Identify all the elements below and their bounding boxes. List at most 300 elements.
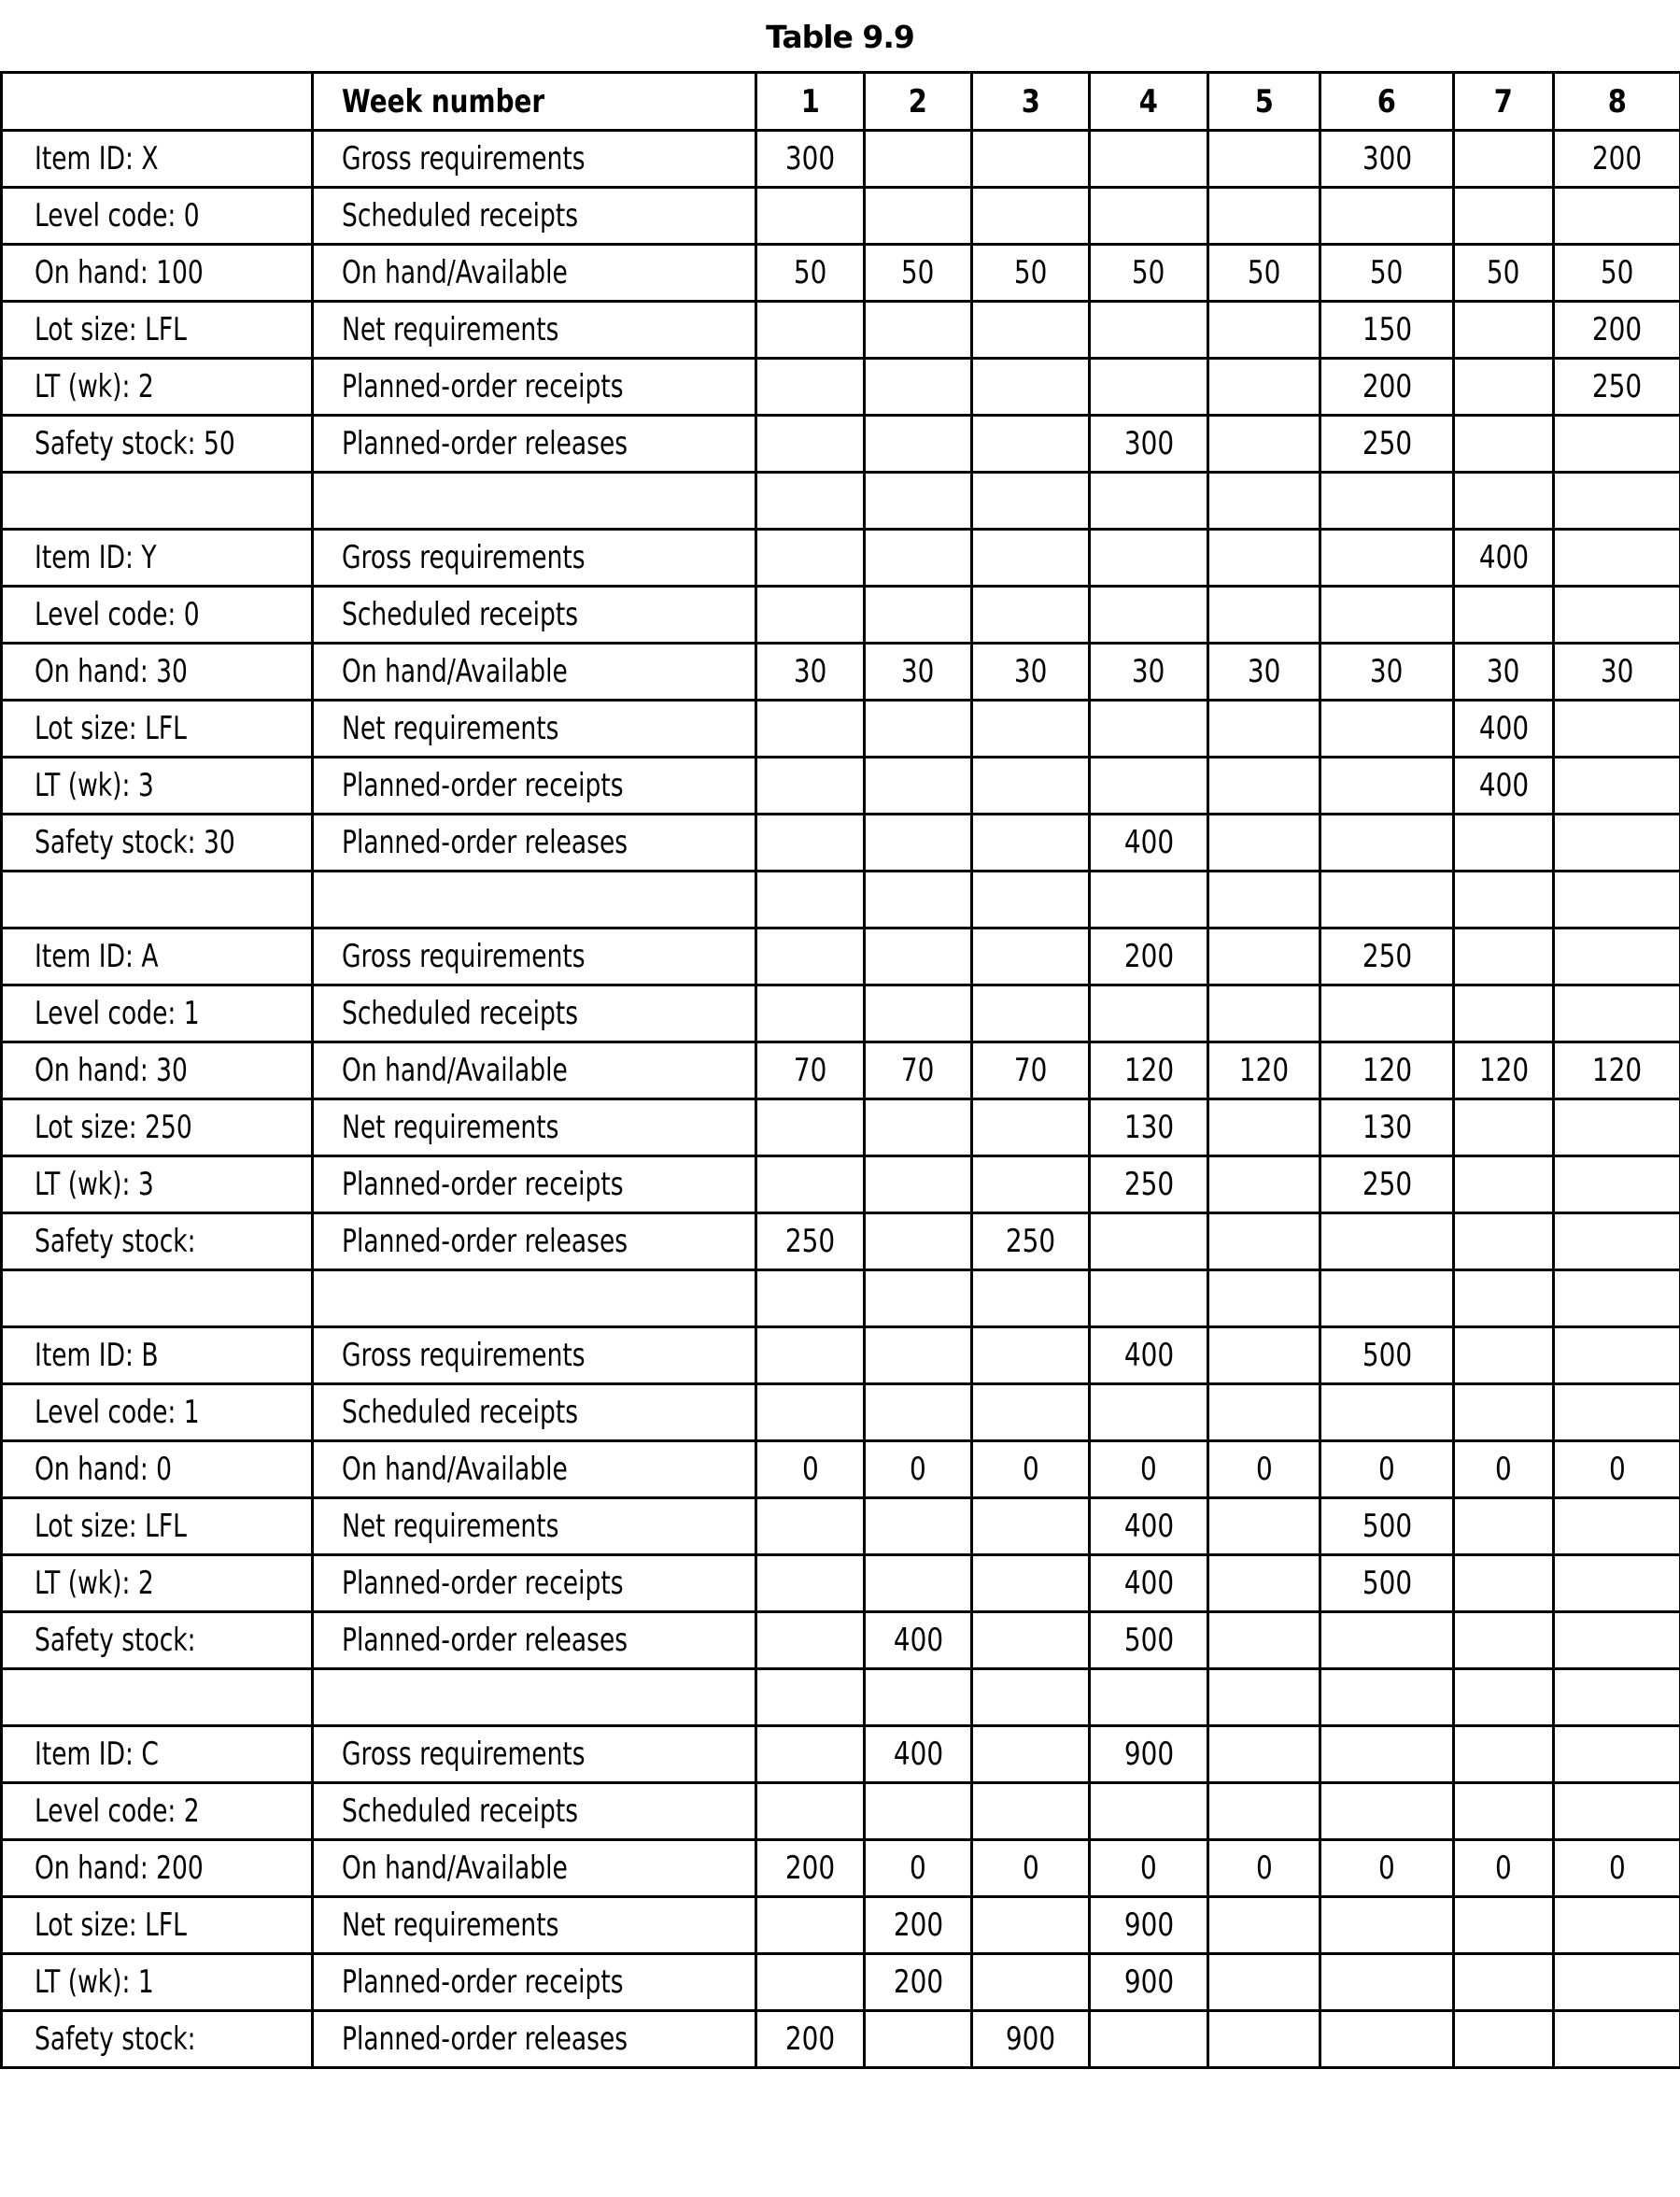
item-attribute: Level code: 0 bbox=[2, 587, 313, 644]
week-value-cell bbox=[1320, 530, 1454, 587]
week-value-cell bbox=[1554, 1555, 1680, 1612]
row-label: Net requirements bbox=[313, 302, 756, 359]
week-value-cell bbox=[1554, 815, 1680, 872]
table-row bbox=[2, 2011, 1680, 2068]
empty-cell bbox=[1454, 872, 1554, 928]
week-value-cell bbox=[1320, 701, 1454, 758]
week-number-label: Week number bbox=[313, 73, 756, 131]
row-label: Scheduled receipts bbox=[313, 1384, 756, 1441]
empty-cell bbox=[1454, 1270, 1554, 1327]
item-attribute: Item ID: A bbox=[2, 928, 313, 985]
week-value-cell bbox=[1454, 302, 1554, 359]
week-header: 2 bbox=[865, 73, 972, 131]
week-value-cell bbox=[756, 530, 865, 587]
week-value-cell: 900 bbox=[1090, 1954, 1208, 2011]
week-value-cell bbox=[865, 359, 972, 416]
week-value-cell: 500 bbox=[1320, 1327, 1454, 1384]
week-value-cell bbox=[865, 1213, 972, 1270]
week-value-cell: 200 bbox=[756, 2011, 865, 2068]
table-row bbox=[2, 1555, 1680, 1612]
week-value-cell bbox=[972, 928, 1090, 985]
week-value-cell bbox=[756, 416, 865, 473]
empty-cell bbox=[756, 1669, 865, 1726]
table-row bbox=[2, 644, 1680, 701]
spacer-row bbox=[2, 473, 1680, 530]
week-value-cell bbox=[1090, 131, 1208, 188]
week-value-cell: 400 bbox=[1090, 1555, 1208, 1612]
row-label: Gross requirements bbox=[313, 131, 756, 188]
item-attribute: Item ID: C bbox=[2, 1726, 313, 1783]
week-value-cell bbox=[1554, 1327, 1680, 1384]
week-value-cell bbox=[1554, 1498, 1680, 1555]
week-value-cell: 70 bbox=[865, 1042, 972, 1099]
empty-cell bbox=[972, 1669, 1090, 1726]
week-value-cell bbox=[756, 1783, 865, 1840]
week-header: 1 bbox=[756, 73, 865, 131]
week-value-cell: 30 bbox=[1320, 644, 1454, 701]
row-label: Planned-order receipts bbox=[313, 1156, 756, 1213]
week-value-cell bbox=[1454, 985, 1554, 1042]
week-value-cell: 0 bbox=[865, 1441, 972, 1498]
week-value-cell bbox=[1320, 1954, 1454, 2011]
week-value-cell bbox=[756, 928, 865, 985]
week-value-cell bbox=[1554, 2011, 1680, 2068]
empty-cell bbox=[1208, 473, 1320, 530]
table-row bbox=[2, 1042, 1680, 1099]
week-value-cell bbox=[1454, 1612, 1554, 1669]
table-row bbox=[2, 1612, 1680, 1669]
week-value-cell bbox=[972, 1555, 1090, 1612]
week-value-cell: 300 bbox=[756, 131, 865, 188]
empty-cell bbox=[2, 473, 313, 530]
item-attribute: LT (wk): 2 bbox=[2, 1555, 313, 1612]
week-value-cell bbox=[1320, 1726, 1454, 1783]
week-value-cell bbox=[865, 2011, 972, 2068]
week-value-cell: 50 bbox=[972, 245, 1090, 302]
week-value-cell bbox=[1554, 985, 1680, 1042]
week-value-cell bbox=[1454, 1213, 1554, 1270]
week-value-cell bbox=[1208, 815, 1320, 872]
week-value-cell bbox=[756, 1327, 865, 1384]
week-value-cell bbox=[865, 1156, 972, 1213]
week-value-cell bbox=[972, 530, 1090, 587]
week-value-cell: 300 bbox=[1090, 416, 1208, 473]
item-attribute: Level code: 1 bbox=[2, 1384, 313, 1441]
week-value-cell bbox=[865, 758, 972, 815]
empty-cell bbox=[1208, 872, 1320, 928]
table-row bbox=[2, 1327, 1680, 1384]
week-value-cell bbox=[756, 1498, 865, 1555]
week-value-cell bbox=[972, 1897, 1090, 1954]
week-value-cell: 500 bbox=[1320, 1555, 1454, 1612]
week-value-cell: 0 bbox=[1090, 1441, 1208, 1498]
week-value-cell: 250 bbox=[1320, 1156, 1454, 1213]
week-value-cell: 400 bbox=[865, 1726, 972, 1783]
week-value-cell bbox=[1554, 587, 1680, 644]
week-value-cell bbox=[1208, 1099, 1320, 1156]
week-value-cell: 0 bbox=[1554, 1840, 1680, 1897]
week-value-cell bbox=[1454, 1954, 1554, 2011]
week-value-cell bbox=[972, 1726, 1090, 1783]
table-row bbox=[2, 1840, 1680, 1897]
week-value-cell bbox=[972, 416, 1090, 473]
empty-cell bbox=[1554, 1270, 1680, 1327]
week-value-cell: 50 bbox=[1320, 245, 1454, 302]
week-value-cell: 400 bbox=[865, 1612, 972, 1669]
empty-cell bbox=[756, 1270, 865, 1327]
table-row bbox=[2, 1441, 1680, 1498]
week-value-cell: 0 bbox=[756, 1441, 865, 1498]
item-attribute: Lot size: LFL bbox=[2, 1897, 313, 1954]
week-value-cell bbox=[1208, 416, 1320, 473]
week-value-cell bbox=[1208, 1954, 1320, 2011]
week-value-cell bbox=[1208, 188, 1320, 245]
week-header: 6 bbox=[1320, 73, 1454, 131]
table-row bbox=[2, 587, 1680, 644]
week-value-cell bbox=[1320, 815, 1454, 872]
week-value-cell bbox=[972, 188, 1090, 245]
week-value-cell bbox=[1208, 1783, 1320, 1840]
week-value-cell bbox=[865, 1099, 972, 1156]
week-value-cell bbox=[756, 1954, 865, 2011]
week-value-cell bbox=[972, 1954, 1090, 2011]
item-attribute: Lot size: LFL bbox=[2, 302, 313, 359]
spacer-row bbox=[2, 872, 1680, 928]
week-value-cell bbox=[1320, 1612, 1454, 1669]
week-value-cell: 50 bbox=[1090, 245, 1208, 302]
week-value-cell bbox=[1454, 131, 1554, 188]
empty-cell bbox=[972, 1270, 1090, 1327]
week-value-cell bbox=[1208, 530, 1320, 587]
week-value-cell bbox=[756, 701, 865, 758]
header-row bbox=[2, 73, 1680, 131]
week-value-cell bbox=[1454, 1897, 1554, 1954]
week-value-cell bbox=[1090, 530, 1208, 587]
item-attribute: On hand: 100 bbox=[2, 245, 313, 302]
row-label: On hand/Available bbox=[313, 1042, 756, 1099]
week-value-cell bbox=[865, 530, 972, 587]
week-value-cell bbox=[1320, 1783, 1454, 1840]
row-label: Planned-order receipts bbox=[313, 1954, 756, 2011]
row-label: Planned-order releases bbox=[313, 1612, 756, 1669]
empty-cell bbox=[1554, 872, 1680, 928]
week-value-cell: 130 bbox=[1090, 1099, 1208, 1156]
week-value-cell: 70 bbox=[972, 1042, 1090, 1099]
week-value-cell bbox=[1208, 928, 1320, 985]
week-value-cell bbox=[972, 758, 1090, 815]
week-value-cell: 400 bbox=[1454, 758, 1554, 815]
week-value-cell: 900 bbox=[972, 2011, 1090, 2068]
week-header: 4 bbox=[1090, 73, 1208, 131]
week-value-cell bbox=[972, 302, 1090, 359]
week-value-cell bbox=[1090, 1384, 1208, 1441]
item-attribute: LT (wk): 3 bbox=[2, 758, 313, 815]
week-value-cell bbox=[865, 188, 972, 245]
empty-cell bbox=[756, 872, 865, 928]
row-label: Scheduled receipts bbox=[313, 587, 756, 644]
empty-cell bbox=[1090, 1669, 1208, 1726]
week-value-cell: 0 bbox=[1320, 1840, 1454, 1897]
week-value-cell bbox=[1320, 188, 1454, 245]
item-attribute: Level code: 0 bbox=[2, 188, 313, 245]
week-value-cell bbox=[1208, 985, 1320, 1042]
item-attribute: LT (wk): 3 bbox=[2, 1156, 313, 1213]
week-value-cell: 250 bbox=[972, 1213, 1090, 1270]
week-value-cell bbox=[1320, 1213, 1454, 1270]
week-value-cell bbox=[756, 758, 865, 815]
week-value-cell bbox=[1454, 1327, 1554, 1384]
week-value-cell bbox=[756, 1612, 865, 1669]
table-row bbox=[2, 1099, 1680, 1156]
item-attribute: LT (wk): 2 bbox=[2, 359, 313, 416]
table-row bbox=[2, 758, 1680, 815]
week-value-cell bbox=[972, 1783, 1090, 1840]
week-value-cell bbox=[1208, 1327, 1320, 1384]
week-value-cell bbox=[1554, 928, 1680, 985]
week-value-cell bbox=[756, 815, 865, 872]
week-value-cell: 120 bbox=[1320, 1042, 1454, 1099]
week-value-cell bbox=[1208, 1213, 1320, 1270]
week-value-cell bbox=[1090, 359, 1208, 416]
week-value-cell: 0 bbox=[1208, 1840, 1320, 1897]
week-value-cell: 120 bbox=[1554, 1042, 1680, 1099]
item-attribute: Item ID: B bbox=[2, 1327, 313, 1384]
week-value-cell bbox=[1090, 1783, 1208, 1840]
empty-cell bbox=[756, 473, 865, 530]
week-value-cell bbox=[1554, 530, 1680, 587]
week-value-cell: 50 bbox=[1454, 245, 1554, 302]
row-label: On hand/Available bbox=[313, 245, 756, 302]
table-row bbox=[2, 815, 1680, 872]
week-value-cell: 0 bbox=[1454, 1840, 1554, 1897]
week-value-cell bbox=[1454, 587, 1554, 644]
week-value-cell: 250 bbox=[1320, 928, 1454, 985]
week-value-cell: 50 bbox=[1554, 245, 1680, 302]
week-value-cell bbox=[865, 1783, 972, 1840]
week-value-cell: 250 bbox=[1320, 416, 1454, 473]
week-value-cell bbox=[1454, 1156, 1554, 1213]
row-label: Gross requirements bbox=[313, 530, 756, 587]
week-value-cell: 30 bbox=[1454, 644, 1554, 701]
week-value-cell bbox=[1320, 2011, 1454, 2068]
week-value-cell bbox=[865, 131, 972, 188]
item-attribute: Item ID: Y bbox=[2, 530, 313, 587]
week-value-cell bbox=[1208, 1612, 1320, 1669]
week-value-cell bbox=[1208, 758, 1320, 815]
week-value-cell bbox=[1208, 1156, 1320, 1213]
week-value-cell bbox=[1554, 701, 1680, 758]
table-row bbox=[2, 1897, 1680, 1954]
week-value-cell bbox=[1454, 1726, 1554, 1783]
week-value-cell bbox=[865, 701, 972, 758]
week-value-cell bbox=[1554, 1213, 1680, 1270]
row-label: Planned-order releases bbox=[313, 815, 756, 872]
empty-cell bbox=[972, 872, 1090, 928]
week-value-cell bbox=[972, 1612, 1090, 1669]
item-attribute: Safety stock: 50 bbox=[2, 416, 313, 473]
week-value-cell: 30 bbox=[865, 644, 972, 701]
item-attribute: Level code: 2 bbox=[2, 1783, 313, 1840]
week-header: 3 bbox=[972, 73, 1090, 131]
table-row bbox=[2, 1498, 1680, 1555]
empty-cell bbox=[1320, 1270, 1454, 1327]
week-value-cell bbox=[1208, 1384, 1320, 1441]
week-value-cell bbox=[1208, 1498, 1320, 1555]
week-value-cell bbox=[1208, 131, 1320, 188]
week-value-cell: 130 bbox=[1320, 1099, 1454, 1156]
empty-cell bbox=[1208, 1669, 1320, 1726]
table-row bbox=[2, 1213, 1680, 1270]
week-value-cell bbox=[972, 701, 1090, 758]
week-value-cell bbox=[1090, 985, 1208, 1042]
week-value-cell: 400 bbox=[1090, 1327, 1208, 1384]
empty-cell bbox=[313, 1270, 756, 1327]
week-value-cell bbox=[1554, 758, 1680, 815]
row-label: Net requirements bbox=[313, 1099, 756, 1156]
week-value-cell bbox=[1454, 1555, 1554, 1612]
week-value-cell bbox=[756, 188, 865, 245]
week-value-cell bbox=[1090, 2011, 1208, 2068]
table-row bbox=[2, 131, 1680, 188]
week-value-cell bbox=[1208, 587, 1320, 644]
row-label: Net requirements bbox=[313, 701, 756, 758]
week-value-cell bbox=[756, 985, 865, 1042]
week-value-cell bbox=[1090, 701, 1208, 758]
week-value-cell bbox=[1454, 416, 1554, 473]
empty-cell bbox=[972, 473, 1090, 530]
table-row bbox=[2, 701, 1680, 758]
week-value-cell: 200 bbox=[865, 1897, 972, 1954]
week-value-cell: 200 bbox=[1320, 359, 1454, 416]
empty-cell bbox=[313, 872, 756, 928]
item-attribute: On hand: 30 bbox=[2, 1042, 313, 1099]
week-value-cell: 250 bbox=[756, 1213, 865, 1270]
week-value-cell bbox=[756, 1555, 865, 1612]
row-label: Net requirements bbox=[313, 1498, 756, 1555]
week-header: 8 bbox=[1554, 73, 1680, 131]
week-value-cell bbox=[972, 131, 1090, 188]
table-row bbox=[2, 985, 1680, 1042]
week-value-cell bbox=[1090, 1213, 1208, 1270]
week-value-cell: 500 bbox=[1090, 1612, 1208, 1669]
week-value-cell bbox=[1320, 758, 1454, 815]
empty-cell bbox=[1454, 1669, 1554, 1726]
week-value-cell bbox=[865, 1327, 972, 1384]
week-value-cell: 0 bbox=[1554, 1441, 1680, 1498]
row-label: Gross requirements bbox=[313, 1726, 756, 1783]
week-value-cell bbox=[865, 985, 972, 1042]
item-attribute: Safety stock: bbox=[2, 2011, 313, 2068]
week-value-cell bbox=[1090, 302, 1208, 359]
table-row bbox=[2, 245, 1680, 302]
week-value-cell: 30 bbox=[1208, 644, 1320, 701]
week-value-cell bbox=[1554, 1954, 1680, 2011]
empty-cell bbox=[865, 1270, 972, 1327]
week-value-cell bbox=[972, 1099, 1090, 1156]
row-label: Planned-order receipts bbox=[313, 359, 756, 416]
row-label: Net requirements bbox=[313, 1897, 756, 1954]
week-value-cell bbox=[1554, 416, 1680, 473]
week-value-cell bbox=[865, 302, 972, 359]
item-attribute: Lot size: LFL bbox=[2, 1498, 313, 1555]
empty-cell bbox=[1454, 473, 1554, 530]
empty-cell bbox=[865, 473, 972, 530]
row-label: Planned-order releases bbox=[313, 1213, 756, 1270]
row-label: Scheduled receipts bbox=[313, 188, 756, 245]
table-row bbox=[2, 416, 1680, 473]
week-value-cell: 300 bbox=[1320, 131, 1454, 188]
week-value-cell: 150 bbox=[1320, 302, 1454, 359]
week-value-cell: 0 bbox=[1208, 1441, 1320, 1498]
week-header: 7 bbox=[1454, 73, 1554, 131]
week-value-cell bbox=[1320, 985, 1454, 1042]
empty-cell bbox=[1090, 473, 1208, 530]
item-attribute: Item ID: X bbox=[2, 131, 313, 188]
week-value-cell bbox=[972, 587, 1090, 644]
week-value-cell bbox=[1208, 302, 1320, 359]
week-value-cell bbox=[1454, 928, 1554, 985]
week-value-cell: 0 bbox=[972, 1840, 1090, 1897]
week-header: 5 bbox=[1208, 73, 1320, 131]
week-value-cell: 400 bbox=[1454, 701, 1554, 758]
corner-cell bbox=[2, 73, 313, 131]
week-value-cell: 50 bbox=[865, 245, 972, 302]
table-row bbox=[2, 359, 1680, 416]
empty-cell bbox=[1320, 1669, 1454, 1726]
week-value-cell bbox=[972, 1384, 1090, 1441]
row-label: Planned-order releases bbox=[313, 416, 756, 473]
week-value-cell bbox=[1454, 1384, 1554, 1441]
empty-cell bbox=[1554, 473, 1680, 530]
week-value-cell bbox=[865, 416, 972, 473]
week-value-cell bbox=[972, 815, 1090, 872]
week-value-cell bbox=[1454, 188, 1554, 245]
week-value-cell bbox=[1454, 2011, 1554, 2068]
empty-cell bbox=[865, 872, 972, 928]
spacer-row bbox=[2, 1669, 1680, 1726]
mrp-table bbox=[0, 71, 1680, 2069]
week-value-cell bbox=[1454, 1099, 1554, 1156]
week-value-cell: 200 bbox=[1090, 928, 1208, 985]
week-value-cell bbox=[1320, 1384, 1454, 1441]
week-value-cell bbox=[972, 1498, 1090, 1555]
week-value-cell bbox=[1090, 587, 1208, 644]
week-value-cell bbox=[1090, 758, 1208, 815]
week-value-cell: 400 bbox=[1090, 1498, 1208, 1555]
week-value-cell: 400 bbox=[1454, 530, 1554, 587]
week-value-cell: 0 bbox=[1090, 1840, 1208, 1897]
week-value-cell: 120 bbox=[1454, 1042, 1554, 1099]
table-row bbox=[2, 1783, 1680, 1840]
week-value-cell bbox=[1320, 587, 1454, 644]
week-value-cell bbox=[1208, 1897, 1320, 1954]
week-value-cell bbox=[756, 587, 865, 644]
row-label: On hand/Available bbox=[313, 1840, 756, 1897]
item-attribute: Lot size: LFL bbox=[2, 701, 313, 758]
week-value-cell: 400 bbox=[1090, 815, 1208, 872]
week-value-cell: 500 bbox=[1320, 1498, 1454, 1555]
table-row bbox=[2, 1726, 1680, 1783]
week-value-cell: 900 bbox=[1090, 1726, 1208, 1783]
item-attribute: Lot size: 250 bbox=[2, 1099, 313, 1156]
table-row bbox=[2, 1384, 1680, 1441]
week-value-cell: 30 bbox=[756, 644, 865, 701]
spacer-row bbox=[2, 1270, 1680, 1327]
week-value-cell: 30 bbox=[1090, 644, 1208, 701]
empty-cell bbox=[313, 1669, 756, 1726]
item-attribute: Safety stock: bbox=[2, 1612, 313, 1669]
item-attribute: On hand: 30 bbox=[2, 644, 313, 701]
